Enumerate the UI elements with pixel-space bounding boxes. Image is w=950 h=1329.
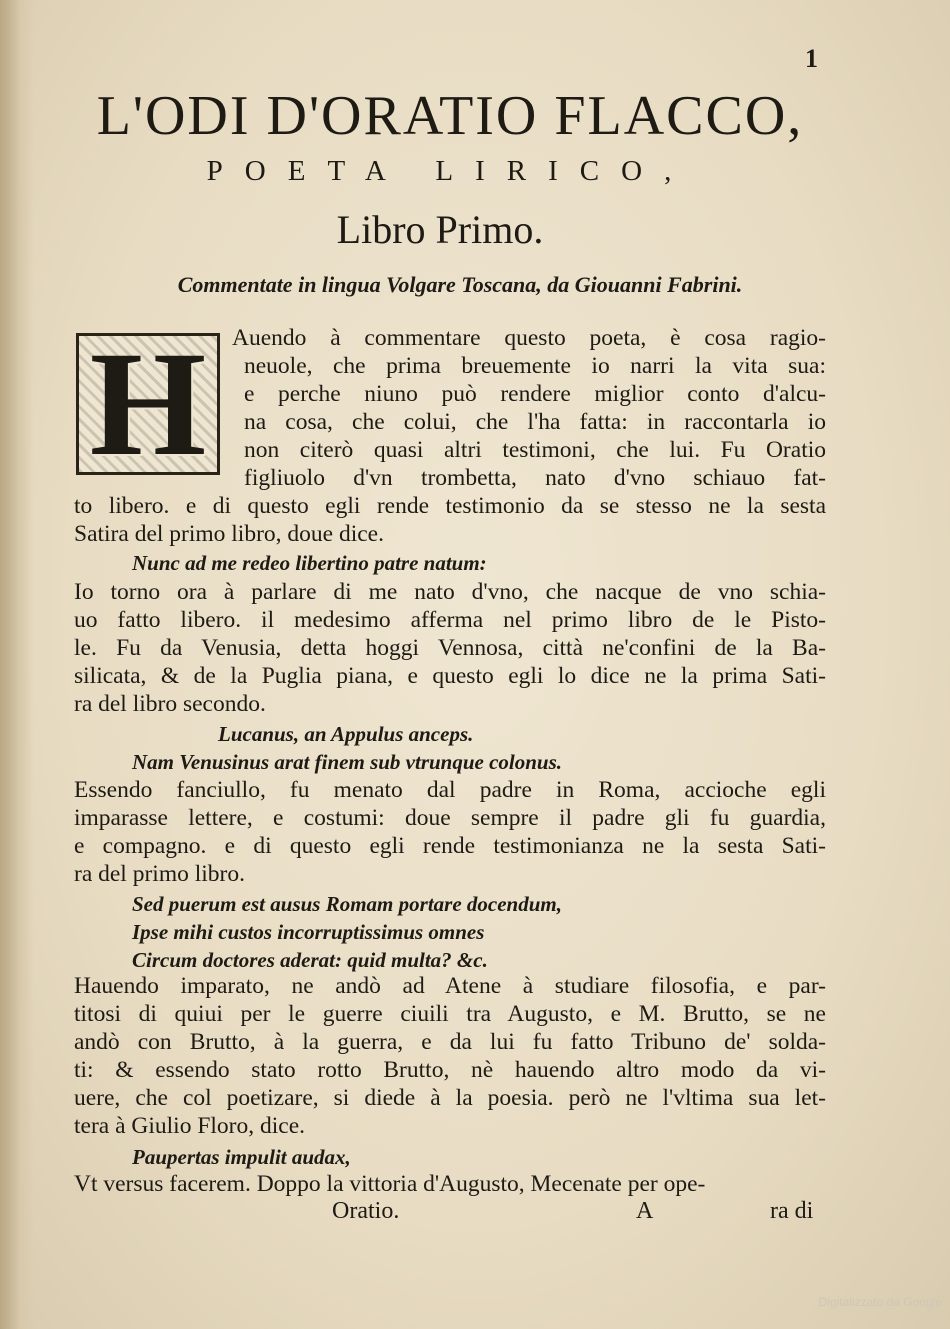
text-line: imparasse lettere, e costumi: doue sempre il padre gli fu guardia, bbox=[74, 805, 826, 831]
text-line: Satira del primo libro, doue dice. bbox=[74, 521, 384, 547]
text-line: tera à Giulio Floro, dice. bbox=[74, 1113, 306, 1139]
text-line: le. Fu da Venusia, detta hoggi Vennosa, città ne'confini de la Ba- bbox=[74, 635, 826, 661]
text-line: Hauendo imparato, ne andò ad Atene à studiare filosofia, e par- bbox=[74, 973, 826, 999]
latin-quote: Nunc ad me redeo libertino patre natum: bbox=[132, 551, 487, 575]
page-gutter-shadow bbox=[0, 0, 34, 1329]
commentary-byline: Commentate in lingua Volgare Toscana, da Giouanni Fabrini. bbox=[177, 272, 743, 297]
latin-quote: Paupertas impulit audax, bbox=[132, 1145, 351, 1169]
latin-quote: Circum doctores aderat: quid multa? &c. bbox=[132, 948, 488, 972]
page-number: 1 bbox=[805, 44, 818, 73]
text-line: Auendo à commentare questo poeta, è cosa ragio- bbox=[232, 325, 826, 351]
text-line: ti: & essendo stato rotto Brutto, nè hauendo altro modo da vi- bbox=[74, 1057, 826, 1083]
decorated-initial bbox=[76, 321, 220, 487]
latin-quote: Lucanus, an Appulus anceps. bbox=[218, 722, 474, 746]
text-line: non citerò quasi altri testimoni, che lui. Fu Oratio bbox=[244, 437, 826, 463]
text-line: andò con Brutto, à la guerra, e da lui fu fatto Tribuno de' solda- bbox=[74, 1029, 826, 1055]
text-line: e compagno. e di questo egli rende testimonianza ne la sesta Sati- bbox=[74, 833, 826, 859]
text-line: figliuolo d'vn trombetta, nato d'vno schiauo fat- bbox=[244, 465, 826, 491]
text-line: Io torno ora à parlare di me nato d'vno, che nacque de vno schia- bbox=[74, 579, 826, 605]
text-line: Vt versus facerem. Doppo la vittoria d'Augusto, Mecenate per ope- bbox=[74, 1171, 706, 1197]
catchword-running: Oratio. bbox=[332, 1198, 400, 1224]
page-subtitle: POETA LIRICO, bbox=[206, 155, 694, 187]
text-line: to libero. e di questo egli rende testimonio da se stesso ne la sesta bbox=[74, 493, 826, 519]
text-line: neuole, che prima breuemente io narri la vita sua: bbox=[244, 353, 826, 379]
digitization-watermark: Digitalizzato da Google bbox=[818, 1295, 942, 1309]
text-line: na cosa, che colui, che l'ha fatta: in raccontarla io bbox=[244, 409, 826, 435]
catchword: ra di bbox=[770, 1198, 814, 1224]
text-line: ra del primo libro. bbox=[74, 861, 245, 887]
latin-quote: Sed puerum est ausus Romam portare docendum, bbox=[132, 892, 562, 916]
text-line: Essendo fanciullo, fu menato dal padre in Roma, accioche egli bbox=[74, 777, 826, 803]
text-line: e perche niuno può rendere miglior conto d'alcu- bbox=[244, 381, 826, 407]
latin-quote: Nam Venusinus arat finem sub vtrunque colonus. bbox=[132, 750, 563, 774]
initial-letter: H bbox=[89, 321, 207, 487]
text-line: uo fatto libero. il medesimo afferma nel primo libro de le Pisto- bbox=[74, 607, 826, 633]
text-line: uere, che col poetizare, si diede à la poesia. però ne l'vltima sua let- bbox=[74, 1085, 826, 1111]
latin-quote: Ipse mihi custos incorruptissimus omnes bbox=[132, 920, 485, 944]
book-heading: Libro Primo. bbox=[336, 207, 544, 252]
page-title: L'ODI D'ORATIO FLACCO, bbox=[96, 85, 804, 147]
text-line: titosi di quiui per le guerre ciuili tra Augusto, e M. Brutto, se ne bbox=[74, 1001, 826, 1027]
text-line: silicata, & de la Puglia piana, e questo egli lo dice ne la prima Sati- bbox=[74, 663, 826, 689]
signature-mark: A bbox=[636, 1198, 654, 1224]
text-line: ra del libro secondo. bbox=[74, 691, 266, 717]
